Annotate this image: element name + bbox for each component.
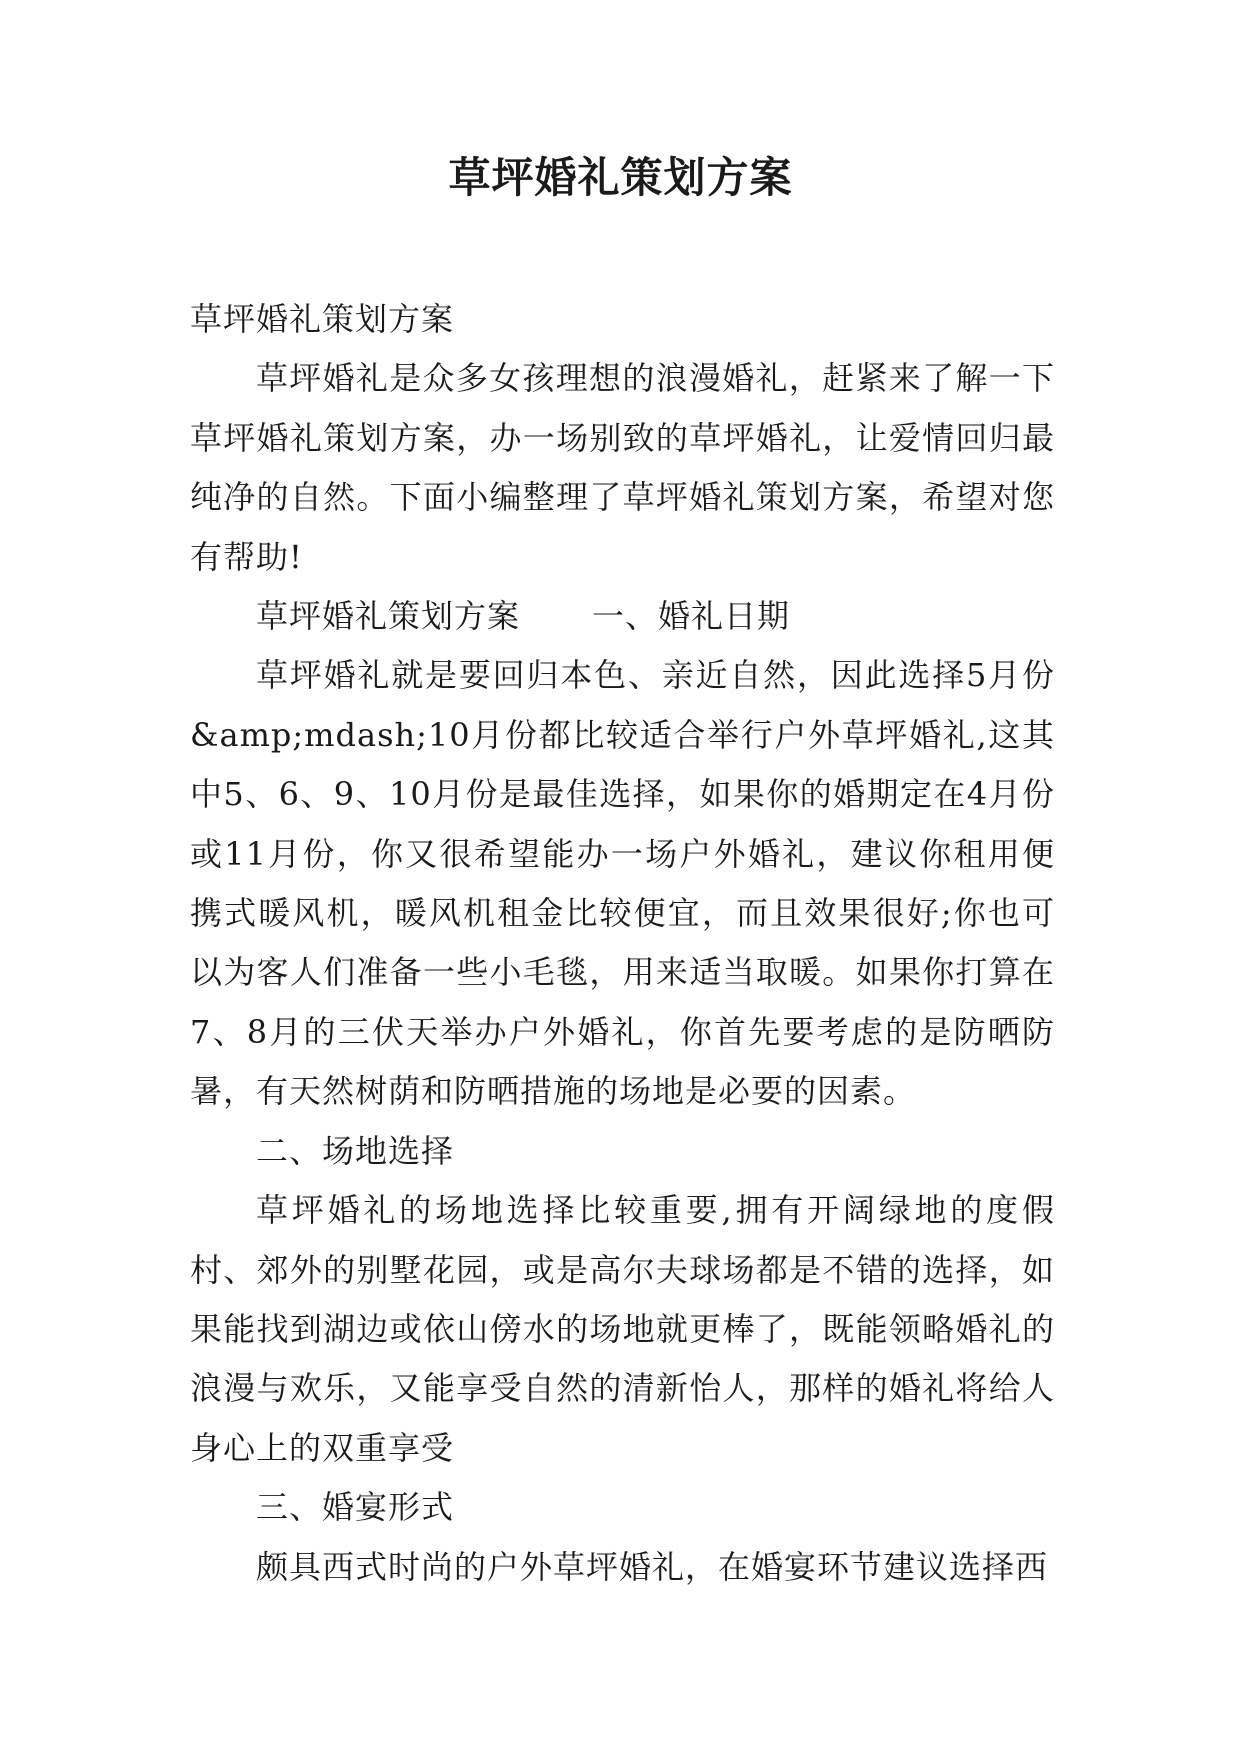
subtitle-line: 草坪婚礼策划方案 bbox=[190, 300, 455, 338]
section-2-heading: 二、场地选择 bbox=[256, 1131, 455, 1170]
section-3-heading: 三、婚宴形式 bbox=[256, 1488, 455, 1527]
document-body bbox=[190, 290, 1055, 1597]
section-1-heading: 一、婚礼日期 bbox=[592, 597, 791, 636]
page-title: 草坪婚礼策划方案 bbox=[448, 153, 793, 202]
section-1-paragraph: 草坪婚礼就是要回归本色、亲近自然，因此选择5月份&amp;mdash;10月份都比较适合举行户外草坪婚礼,这其中5、6、9、10月份是最佳选择，如果你的婚期定在4月份或11月份，你又很希望能办一场户外婚礼，建议你租用便携式暖风机，暖风机租金比较便宜，而且效果很好;你也可以为客人们准备一些小毛毯，用来适当取暖。如果你打算在7、8月的三伏天举办户外婚礼，你首先要考虑的是防晒防暑，有天然树荫和防晒措施的场地是必要的因素。 bbox=[190, 656, 1055, 1111]
section-2-paragraph: 草坪婚礼的场地选择比较重要,拥有开阔绿地的度假村、郊外的别墅花园，或是高尔夫球场都是不错的选择，如果能找到湖边或依山傍水的场地就更棒了，既能领略婚礼的浪漫与欢乐，又能享受自然的清新怡人，那样的婚礼将给人身心上的双重享受 bbox=[190, 1191, 1055, 1467]
intro-paragraph: 草坪婚礼是众多女孩理想的浪漫婚礼，赶紧来了解一下草坪婚礼策划方案，办一场别致的草坪婚礼，让爱情回归最纯净的自然。下面小编整理了草坪婚礼策划方案，希望对您有帮助! bbox=[190, 359, 1055, 576]
section-1-lead: 草坪婚礼策划方案 bbox=[256, 597, 521, 636]
section-1-heading-line bbox=[190, 587, 1055, 646]
section-3-paragraph: 颇具西式时尚的户外草坪婚礼，在婚宴环节建议选择西 bbox=[256, 1547, 1049, 1586]
